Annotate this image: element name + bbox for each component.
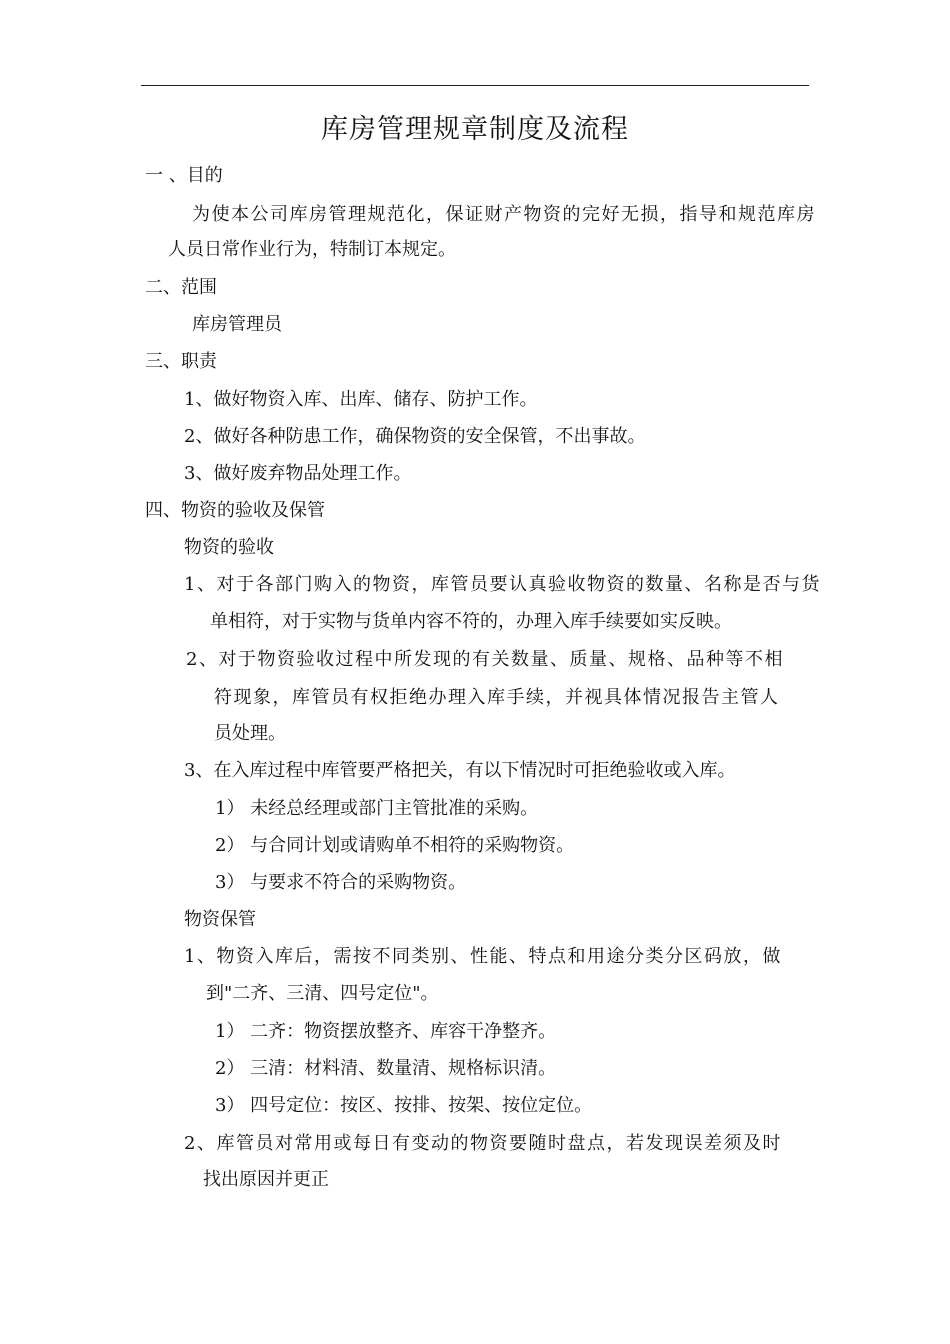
header-rule — [141, 85, 809, 86]
sub-list-item: 1） 二齐：物资摆放整齐、库容干净整齐。 — [215, 1021, 557, 1042]
sub-list-item: 3） 与要求不符合的采购物资。 — [215, 872, 467, 893]
list-item: 3、做好废弃物品处理工作。 — [184, 463, 412, 484]
sub-list-item: 3） 四号定位：按区、按排、按架、按位定位。 — [215, 1095, 593, 1116]
list-item-continuation: 单相符，对于实物与货单内容不符的，办理入库手续要如实反映。 — [210, 611, 732, 632]
document-title: 库房管理规章制度及流程 — [321, 114, 629, 145]
list-item: 1、对于各部门购入的物资，库管员要认真验收物资的数量、名称是否与货 — [184, 574, 821, 595]
list-item: 1、物资入库后，需按不同类别、性能、特点和用途分类分区码放，做 — [184, 946, 782, 967]
list-item: 1、做好物资入库、出库、储存、防护工作。 — [184, 389, 538, 410]
list-item-continuation: 符现象，库管员有权拒绝办理入库手续，并视具体情况报告主管人 — [214, 687, 780, 708]
sub-list-item: 1） 未经总经理或部门主管批准的采购。 — [215, 798, 539, 819]
subsection-heading: 物资的验收 — [184, 537, 274, 558]
list-item: 2、对于物资验收过程中所发现的有关数量、质量、规格、品种等不相 — [186, 649, 784, 670]
list-item-continuation: 到"二齐、三清、四号定位"。 — [206, 983, 439, 1004]
list-item-continuation: 找出原因并更正 — [203, 1169, 329, 1190]
section-heading-duties: 三、职责 — [145, 351, 217, 372]
paragraph-line: 库房管理员 — [192, 314, 282, 335]
list-item: 3、在入库过程中库管要严格把关，有以下情况时可拒绝验收或入库。 — [184, 760, 736, 781]
paragraph-line: 为使本公司库房管理规范化，保证财产物资的完好无损，指导和规范库房 — [192, 204, 816, 225]
sub-list-item: 2） 三清：材料清、数量清、规格标识清。 — [215, 1058, 557, 1079]
list-item-continuation: 员处理。 — [214, 723, 286, 744]
paragraph-line: 人员日常作业行为，特制订本规定。 — [168, 239, 456, 260]
list-item: 2、做好各种防患工作，确保物资的安全保管，不出事故。 — [184, 426, 646, 447]
section-heading-materials: 四、物资的验收及保管 — [145, 500, 325, 521]
section-heading-scope: 二、范围 — [145, 277, 217, 298]
subsection-heading: 物资保管 — [184, 909, 256, 930]
section-heading-purpose: 一 、目的 — [145, 165, 223, 186]
list-item: 2、库管员对常用或每日有变动的物资要随时盘点，若发现误差须及时 — [184, 1133, 782, 1154]
sub-list-item: 2） 与合同计划或请购单不相符的采购物资。 — [215, 835, 575, 856]
